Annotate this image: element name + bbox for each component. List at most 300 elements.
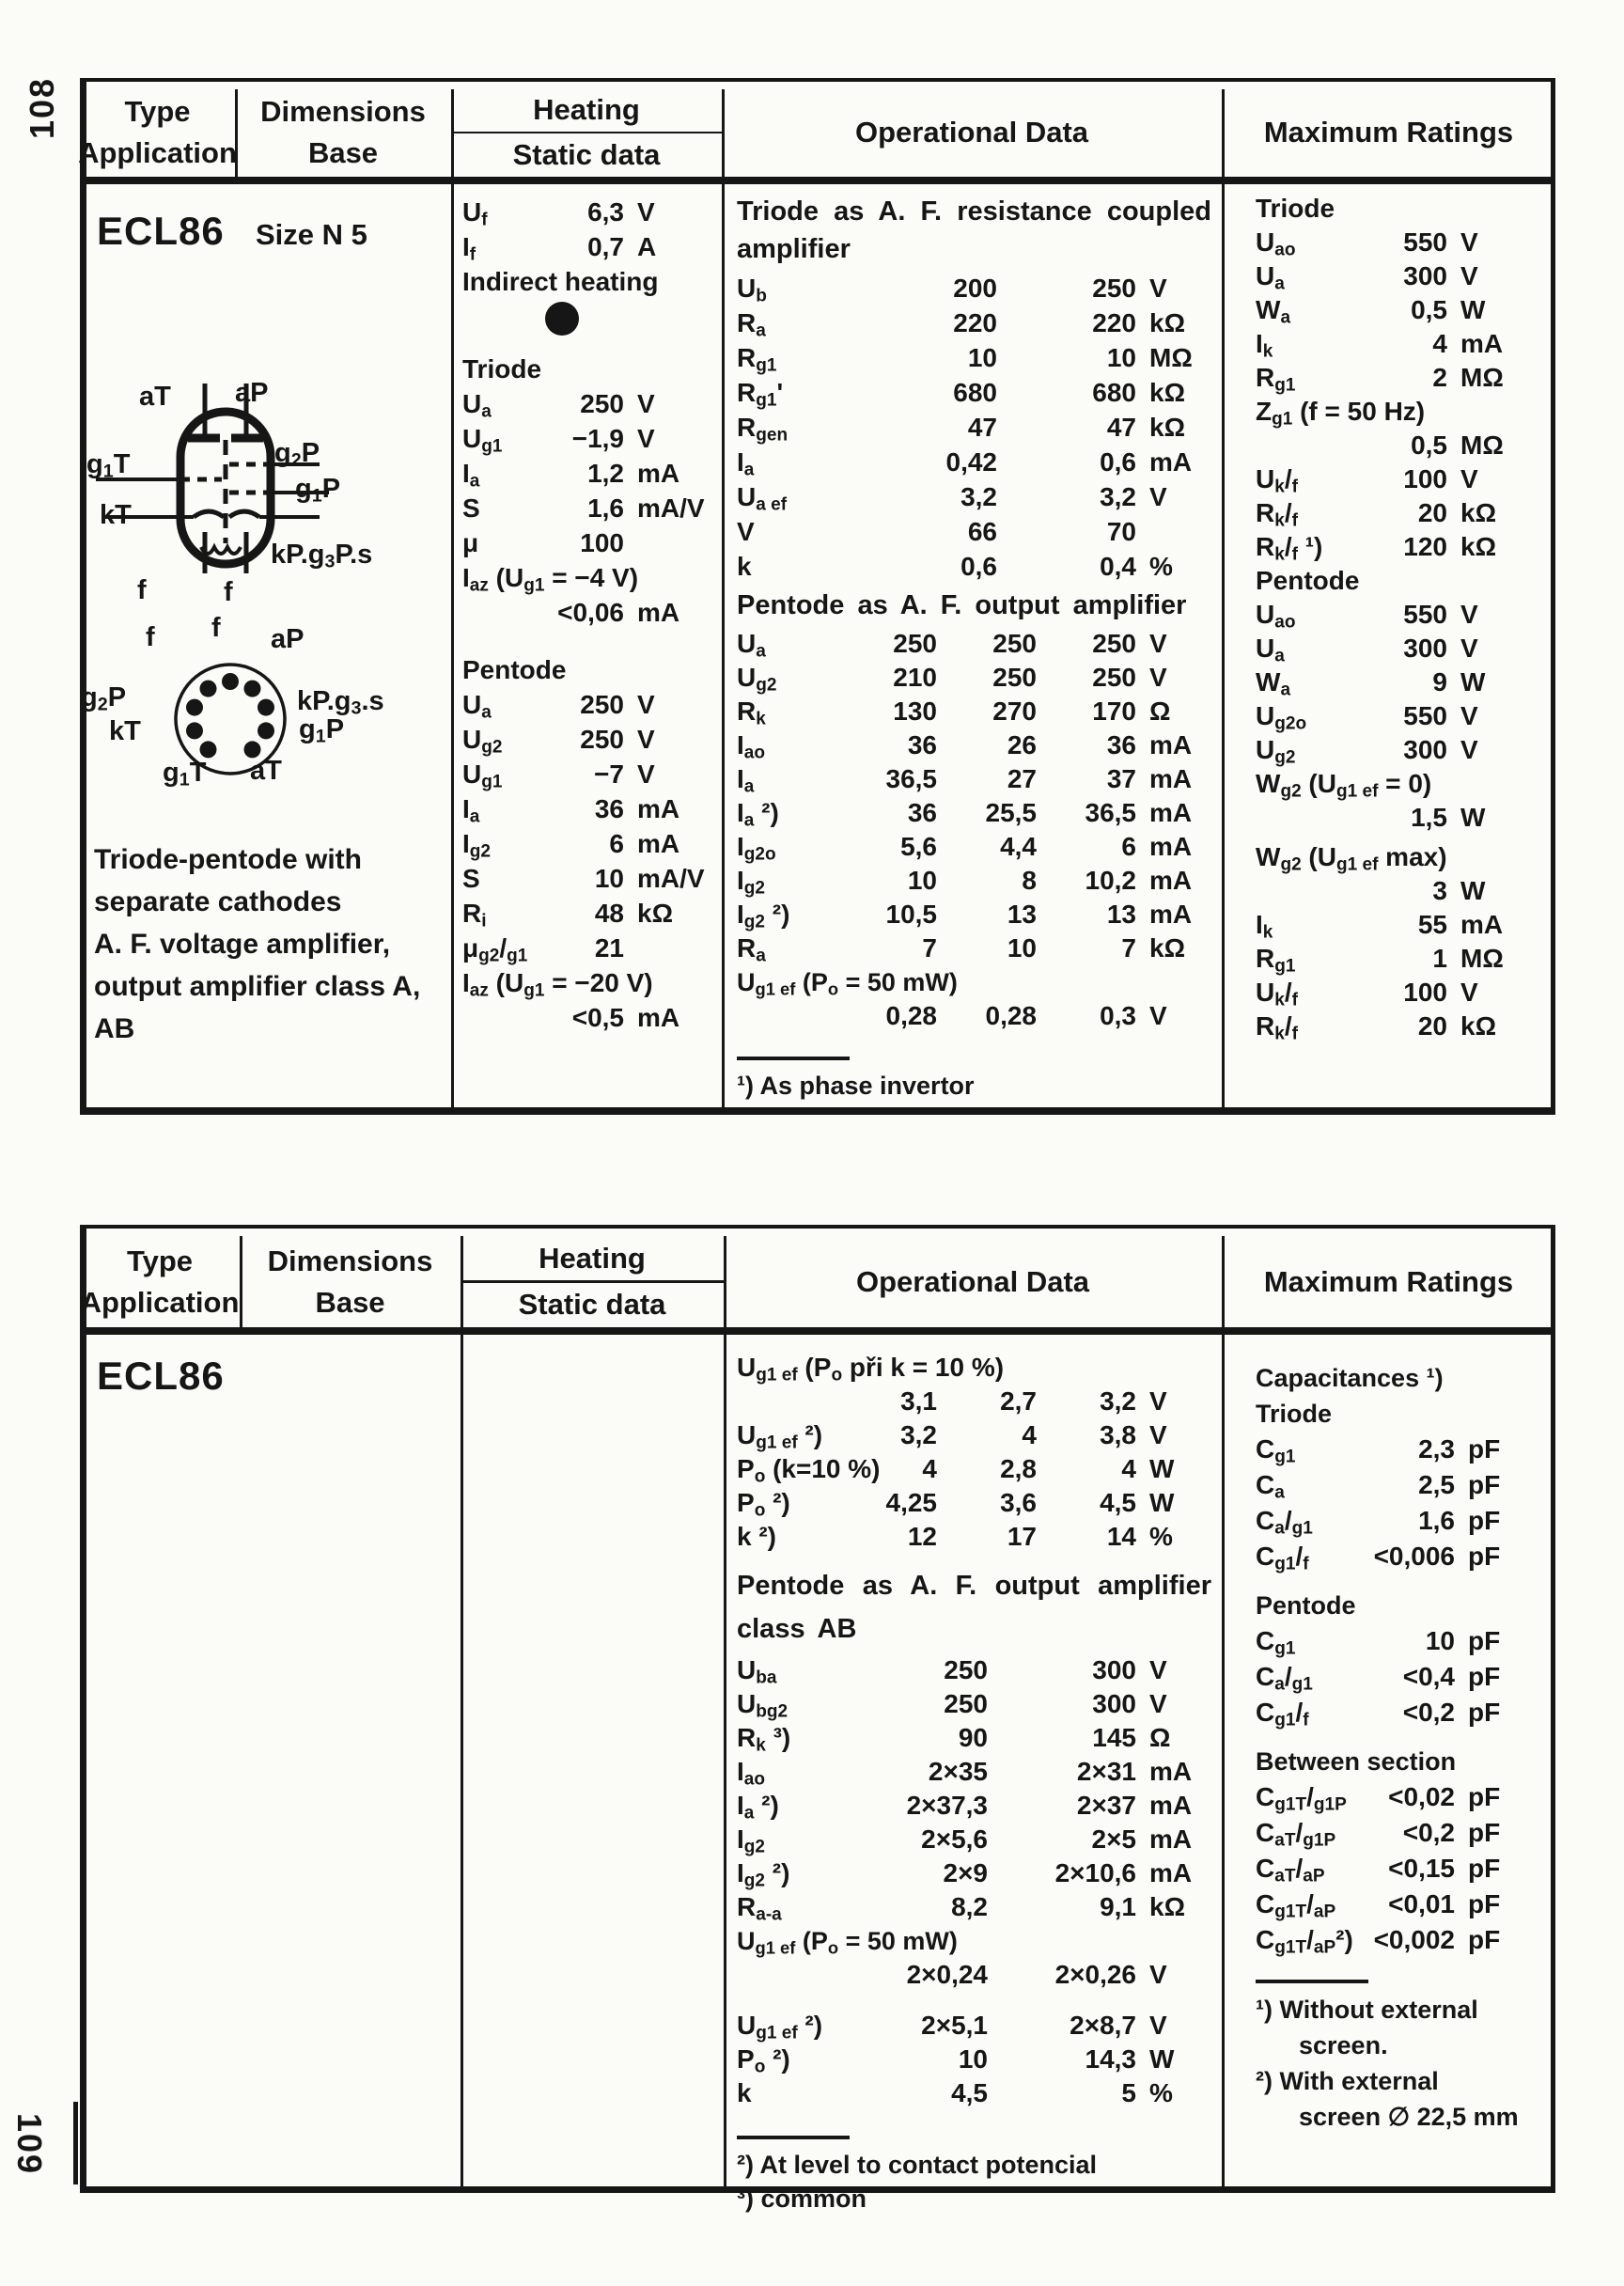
base-label-g1T: $g_1T$ bbox=[163, 758, 207, 791]
parameter-label: $R_k/_f$ ¹) bbox=[1256, 532, 1323, 565]
parameter-value: 2×5 bbox=[1091, 1824, 1136, 1854]
header-heating: Heating bbox=[539, 1242, 646, 1275]
parameter-value: 9,1 bbox=[1100, 1892, 1136, 1921]
parameter-unit: pF bbox=[1468, 1626, 1501, 1655]
parameter-row bbox=[737, 1790, 1211, 1824]
parameter-value: 10 bbox=[1425, 1626, 1455, 1655]
schematic-label-aP: aP bbox=[235, 378, 269, 408]
parameter-value: 300 bbox=[1403, 261, 1447, 290]
text-row: Capacitances ¹) bbox=[1256, 1364, 1444, 1392]
parameter-unit: V bbox=[1460, 978, 1478, 1007]
parameter-label: $I_k$ bbox=[1256, 329, 1273, 362]
parameter-unit: % bbox=[1149, 2078, 1173, 2107]
parameter-unit: mA bbox=[637, 598, 680, 627]
parameter-label: $R_{g1}$ bbox=[737, 343, 777, 376]
text-row: $I_{az}$ ($U_{g1} = -20$ V) bbox=[462, 968, 653, 1001]
parameter-row bbox=[737, 1688, 1211, 1722]
parameter-value: 21 bbox=[594, 933, 624, 963]
parameter-value: 36 bbox=[907, 798, 937, 827]
parameter-label: $I_a$ ²) bbox=[737, 1791, 779, 1824]
parameter-row bbox=[462, 1001, 716, 1036]
parameter-unit: V bbox=[1460, 464, 1478, 493]
parameter-unit: pF bbox=[1468, 1506, 1501, 1535]
parameter-value: 250 bbox=[1092, 274, 1136, 303]
parameter-row bbox=[1256, 802, 1543, 836]
t1-header-dimensions-base bbox=[235, 89, 451, 176]
parameter-value: 9 bbox=[1432, 667, 1447, 697]
parameter-row bbox=[737, 1959, 1211, 1993]
parameter-value: 10,5 bbox=[885, 900, 937, 929]
parameter-label: $U_a$ bbox=[1256, 261, 1285, 294]
parameter-row bbox=[462, 457, 716, 492]
parameter-unit: W bbox=[1460, 803, 1486, 832]
parameter-unit: V bbox=[1149, 1420, 1167, 1449]
parameter-unit: V bbox=[1149, 629, 1167, 658]
footnote-rule bbox=[737, 2136, 850, 2139]
parameter-unit: V bbox=[637, 759, 655, 789]
parameter-value: 300 bbox=[1403, 735, 1447, 764]
parameter-unit: pF bbox=[1468, 1818, 1501, 1847]
parameter-label: $U_{bg2}$ bbox=[737, 1689, 789, 1722]
parameter-value: −1,9 bbox=[571, 424, 624, 453]
parameter-row bbox=[737, 831, 1211, 865]
parameter-label: $R_i$ bbox=[462, 899, 487, 932]
parameter-unit: mA bbox=[1149, 1791, 1193, 1820]
parameter-unit: pF bbox=[1468, 1434, 1501, 1464]
parameter-row bbox=[1256, 1468, 1543, 1504]
schematic-label-kP-g3P-s: $kP.g_3P.s$ bbox=[271, 540, 373, 572]
parameter-unit: mA bbox=[1460, 910, 1504, 939]
parameter-label: $I_a$ bbox=[462, 459, 480, 492]
parameter-row bbox=[1256, 1923, 1543, 1959]
parameter-unit: % bbox=[1149, 552, 1173, 581]
parameter-row bbox=[737, 899, 1211, 932]
parameter-unit: W bbox=[1149, 1488, 1175, 1517]
parameter-label: μ bbox=[462, 528, 479, 557]
parameter-row bbox=[1256, 227, 1543, 260]
schematic-label-f2: f bbox=[224, 577, 233, 607]
parameter-value: 250 bbox=[944, 1655, 988, 1684]
parameter-row bbox=[462, 758, 716, 792]
parameter-label: $I_{g2o}$ bbox=[737, 832, 776, 865]
parameter-row bbox=[737, 1521, 1211, 1555]
parameter-row bbox=[737, 1857, 1211, 1891]
t2-header-maximum bbox=[1222, 1236, 1555, 1327]
parameter-value: 680 bbox=[1092, 378, 1136, 407]
parameter-value: 250 bbox=[992, 629, 1037, 658]
text-row: $U_{g1 ef}$ ($P_o$ při k = 10 %) bbox=[737, 1353, 1005, 1386]
divider bbox=[461, 1280, 724, 1283]
parameter-row bbox=[462, 230, 716, 265]
parameter-unit: mA bbox=[1460, 329, 1504, 358]
parameter-unit: V bbox=[1460, 227, 1478, 257]
parameter-label: $U_{ao}$ bbox=[1256, 600, 1296, 633]
parameter-value: 2×5,1 bbox=[921, 2011, 988, 2040]
parameter-label: $U_k/_f$ bbox=[1256, 978, 1298, 1010]
parameter-label: $U_{g1 ef}$ ²) bbox=[737, 1420, 823, 1453]
header-operational-data: Operational Data bbox=[855, 1264, 1090, 1298]
parameter-value: 25,5 bbox=[985, 798, 1037, 827]
parameter-unit: mA bbox=[1149, 866, 1193, 895]
parameter-row bbox=[1256, 1660, 1543, 1696]
parameter-value: 6 bbox=[1121, 832, 1136, 861]
parameter-label: $W_a$ bbox=[1256, 295, 1291, 328]
parameter-label: $I_{ao}$ bbox=[737, 730, 765, 763]
parameter-value: 10,2 bbox=[1085, 866, 1136, 895]
parameter-value: <0,01 bbox=[1388, 1889, 1455, 1918]
parameter-label: $P_o$ ²) bbox=[737, 2044, 790, 2077]
parameter-row bbox=[1256, 362, 1543, 396]
text-row: Indirect heating bbox=[462, 267, 659, 296]
parameter-value: <0,002 bbox=[1373, 1925, 1455, 1954]
parameter-value: <0,06 bbox=[557, 598, 624, 627]
parameter-row bbox=[462, 387, 716, 422]
parameter-row bbox=[1256, 1887, 1543, 1923]
parameter-value: 0,7 bbox=[587, 232, 624, 261]
parameter-value: 10 bbox=[1007, 933, 1037, 963]
parameter-row bbox=[1256, 700, 1543, 734]
parameter-label: $I_{g2}$ bbox=[462, 829, 491, 862]
parameter-unit: mA bbox=[1149, 798, 1193, 827]
parameter-value: 2×0,24 bbox=[906, 1960, 988, 1989]
parameter-label: $U_f$ bbox=[462, 197, 488, 230]
parameter-value: 550 bbox=[1403, 227, 1447, 257]
parameter-value: 10 bbox=[958, 2044, 988, 2074]
parameter-value: 2×9 bbox=[943, 1858, 988, 1887]
parameter-value: 47 bbox=[1106, 413, 1136, 442]
parameter-value: 3,2 bbox=[1100, 1386, 1136, 1416]
parameter-label: $U_a$ bbox=[1256, 634, 1285, 666]
parameter-unit: pF bbox=[1468, 1925, 1501, 1954]
parameter-row bbox=[737, 341, 1211, 376]
spacer bbox=[737, 1034, 1211, 1051]
parameter-label: $R_{g1}$ bbox=[1256, 944, 1296, 977]
footnote-rule bbox=[737, 1057, 850, 1060]
parameter-unit: W bbox=[1460, 667, 1486, 697]
parameter-label: $U_{g1 ef}$ ²) bbox=[737, 2011, 823, 2043]
t2-header-type-application bbox=[80, 1236, 240, 1327]
header-dimensions: Dimensions bbox=[260, 95, 426, 128]
parameter-row bbox=[737, 550, 1211, 585]
parameter-row bbox=[1256, 977, 1543, 1010]
parameter-value: 3,2 bbox=[1100, 482, 1136, 511]
parameter-value: 0,3 bbox=[1100, 1001, 1136, 1030]
parameter-label: $P_o$ (k=10 %) bbox=[737, 1454, 881, 1487]
parameter-row bbox=[1256, 666, 1543, 700]
text-row: ¹) As phase invertor bbox=[737, 1072, 975, 1100]
parameter-unit: W bbox=[1149, 2044, 1175, 2074]
parameter-label: k bbox=[737, 552, 752, 581]
base-label-g2P: $g_2P$ bbox=[81, 682, 127, 715]
parameter-value: 130 bbox=[893, 697, 937, 726]
parameter-label: $U_{g1}$ bbox=[462, 424, 503, 457]
text-row: ¹) Without external bbox=[1256, 1996, 1478, 2024]
parameter-value: 2,7 bbox=[1000, 1386, 1037, 1416]
header-type: Type bbox=[126, 1244, 194, 1277]
parameter-value: 90 bbox=[958, 1723, 988, 1752]
parameter-value: 250 bbox=[893, 629, 937, 658]
parameter-value: 3 bbox=[1432, 876, 1447, 905]
schematic-label-kT: kT bbox=[100, 500, 132, 530]
t1-header-type-application bbox=[80, 89, 235, 176]
parameter-row bbox=[1256, 599, 1543, 633]
parameter-row bbox=[737, 1487, 1211, 1521]
base-label-g1P: $g_1P$ bbox=[299, 714, 345, 747]
parameter-row bbox=[737, 729, 1211, 763]
parameter-row bbox=[462, 196, 716, 230]
parameter-value: 2×0,26 bbox=[1054, 1960, 1136, 1989]
parameter-label: $U_b$ bbox=[737, 274, 767, 306]
parameter-value: 66 bbox=[967, 517, 997, 546]
parameter-row bbox=[737, 1824, 1211, 1857]
parameter-label: $I_{g2}$ bbox=[737, 866, 765, 899]
parameter-value: 0,28 bbox=[985, 1001, 1037, 1030]
parameter-value: 14 bbox=[1106, 1522, 1136, 1551]
parameter-label: $\mu_{g2}/_{g1}$ bbox=[462, 933, 528, 966]
parameter-value: 4 bbox=[1432, 329, 1447, 358]
parameter-row bbox=[737, 306, 1211, 341]
parameter-value: 2×5,6 bbox=[921, 1824, 988, 1854]
parameter-unit: V bbox=[1460, 261, 1478, 290]
parameter-label: S bbox=[462, 493, 480, 523]
page-number-bottom: 109 bbox=[10, 2113, 49, 2176]
parameter-unit: kΩ bbox=[1149, 933, 1186, 963]
parameter-row bbox=[1256, 943, 1543, 977]
parameter-unit: MΩ bbox=[1149, 343, 1193, 372]
parameter-value: 200 bbox=[953, 274, 997, 303]
parameter-unit: V bbox=[637, 389, 655, 418]
parameter-value: 3,2 bbox=[960, 482, 997, 511]
parameter-unit: Ω bbox=[1149, 1723, 1171, 1752]
parameter-row bbox=[462, 723, 716, 758]
parameter-row bbox=[462, 792, 716, 827]
parameter-value: 7 bbox=[922, 933, 937, 963]
parameter-value: 27 bbox=[1007, 764, 1037, 793]
base-label-kT: kT bbox=[109, 716, 141, 746]
parameter-value: 210 bbox=[893, 663, 937, 692]
text-row: $W_{g2}$ $(U_{g1 ef} = 0)$ bbox=[1256, 769, 1432, 802]
parameter-value: 8,2 bbox=[951, 1892, 988, 1921]
text-row: Pentode bbox=[1256, 1591, 1356, 1620]
parameter-row bbox=[737, 2043, 1211, 2077]
parameter-label: $R_k/_f$ bbox=[1256, 498, 1298, 531]
parameter-label: $R_a$ bbox=[737, 933, 766, 966]
parameter-label: $U_{g1}$ bbox=[462, 759, 503, 792]
parameter-row bbox=[737, 932, 1211, 966]
header-heating: Heating bbox=[533, 93, 640, 126]
parameter-unit: V bbox=[1460, 600, 1478, 629]
parameter-row bbox=[737, 1756, 1211, 1790]
text-row: output amplifier class A, bbox=[94, 971, 421, 1002]
parameter-value: 4 bbox=[1121, 1454, 1136, 1483]
parameter-value: 7 bbox=[1121, 933, 1136, 963]
parameter-row bbox=[1256, 1780, 1543, 1816]
parameter-label: $C_{g1}$ bbox=[1256, 1626, 1296, 1659]
parameter-unit: V bbox=[1149, 1960, 1167, 1989]
parameter-label: V bbox=[737, 517, 755, 546]
text-row: $U_{g1 ef}$ ($P_o = 50$ mW) bbox=[737, 1927, 958, 1958]
parameter-row bbox=[1256, 463, 1543, 497]
parameter-unit: mA bbox=[1149, 1757, 1193, 1786]
parameter-label: $C_{g1T}/_{g1P}$ bbox=[1256, 1782, 1347, 1815]
parameter-row bbox=[737, 515, 1211, 550]
parameter-value: 2 bbox=[1432, 363, 1447, 392]
t1-op-pentode-rows bbox=[737, 628, 1211, 1104]
spacer bbox=[737, 2111, 1211, 2130]
parameter-unit: kΩ bbox=[1460, 1011, 1497, 1041]
parameter-value: 37 bbox=[1106, 764, 1136, 793]
parameter-value: 1 bbox=[1432, 944, 1447, 973]
parameter-unit: V bbox=[1149, 274, 1167, 303]
parameter-unit: kΩ bbox=[1149, 308, 1186, 337]
parameter-value: 70 bbox=[1106, 517, 1136, 546]
t2-header-operational bbox=[724, 1236, 1222, 1327]
parameter-value: 250 bbox=[580, 389, 624, 418]
t2-op-section-b-rows bbox=[737, 1654, 1211, 2216]
text-row: Pentode bbox=[462, 655, 567, 684]
parameter-value: 680 bbox=[953, 378, 997, 407]
parameter-value: 220 bbox=[953, 308, 997, 337]
parameter-unit: pF bbox=[1468, 1470, 1501, 1499]
header-base: Base bbox=[315, 1285, 385, 1319]
parameter-label: $C_a/_{g1}$ bbox=[1256, 1506, 1313, 1539]
t2-maximum-column bbox=[1256, 1361, 1543, 2136]
parameter-unit: mA/V bbox=[637, 864, 705, 893]
parameter-label: $U_k/_f$ bbox=[1256, 464, 1298, 497]
parameter-value: 10 bbox=[967, 343, 997, 372]
parameter-value: 2,5 bbox=[1418, 1470, 1455, 1499]
parameter-unit: W bbox=[1149, 1454, 1175, 1483]
dot-icon bbox=[545, 302, 579, 336]
parameter-row bbox=[462, 932, 716, 966]
parameter-label: $U_{g2}$ bbox=[1256, 735, 1296, 768]
parameter-row bbox=[1256, 1504, 1543, 1540]
parameter-row bbox=[462, 422, 716, 457]
parameter-value: 0,5 bbox=[1411, 431, 1447, 460]
tube-type-name: ECL86 bbox=[97, 1354, 225, 1398]
parameter-value: 3,2 bbox=[900, 1420, 937, 1449]
parameter-unit: V bbox=[1149, 2011, 1167, 2040]
parameter-unit: W bbox=[1460, 876, 1486, 905]
parameter-row bbox=[737, 376, 1211, 411]
parameter-value: 100 bbox=[1403, 464, 1447, 493]
parameter-value: 5 bbox=[1121, 2078, 1136, 2107]
t1-operational-column bbox=[737, 193, 1211, 1104]
parameter-row bbox=[1256, 734, 1543, 768]
parameter-unit: pF bbox=[1468, 1698, 1501, 1727]
parameter-label: $R_{g1}'$ bbox=[737, 378, 784, 411]
parameter-row bbox=[1256, 1816, 1543, 1852]
parameter-row bbox=[1256, 1852, 1543, 1887]
t1-heating-static-column bbox=[462, 196, 716, 1036]
parameter-unit: mA bbox=[637, 829, 680, 858]
parameter-value: 4 bbox=[1022, 1420, 1037, 1449]
parameter-row bbox=[737, 696, 1211, 729]
parameter-unit: MΩ bbox=[1460, 363, 1504, 392]
parameter-label: $R_k$ ³) bbox=[737, 1723, 791, 1756]
parameter-unit: kΩ bbox=[637, 899, 674, 928]
parameter-row bbox=[1256, 1624, 1543, 1660]
header-operational-data: Operational Data bbox=[854, 116, 1089, 149]
parameter-value: 3,1 bbox=[900, 1386, 937, 1416]
parameter-label: $C_a$ bbox=[1256, 1470, 1285, 1503]
parameter-unit: kΩ bbox=[1460, 532, 1497, 561]
t1-header-maximum bbox=[1222, 89, 1555, 176]
header-type: Type bbox=[124, 95, 191, 128]
parameter-row bbox=[1256, 260, 1543, 294]
spacer bbox=[462, 337, 716, 352]
page-number-top: 108 bbox=[23, 76, 61, 139]
parameter-row bbox=[1256, 294, 1543, 328]
parameter-label: $C_{g1}$ bbox=[1256, 1434, 1296, 1467]
parameter-row bbox=[737, 1891, 1211, 1925]
parameter-value: 2,8 bbox=[1000, 1454, 1037, 1483]
parameter-value: 36 bbox=[594, 794, 624, 823]
parameter-unit: mA bbox=[1149, 832, 1193, 861]
text-row: Triode-pentode with bbox=[94, 844, 362, 875]
spacer bbox=[462, 631, 716, 653]
text-row: Triode bbox=[1256, 194, 1335, 223]
schematic-label-g1T: $g_1T$ bbox=[86, 449, 131, 482]
parameter-value: 55 bbox=[1417, 910, 1447, 939]
t1-header-heating-static bbox=[451, 89, 722, 176]
schematic-label-g1P: $g_1P$ bbox=[295, 474, 341, 507]
parameter-value: 1,6 bbox=[1418, 1506, 1455, 1535]
parameter-label: $C_{g1T}/_{aP}$ bbox=[1256, 1889, 1336, 1922]
t1-header-operational bbox=[722, 89, 1222, 176]
parameter-value: 4,5 bbox=[1100, 1488, 1136, 1517]
parameter-unit: mA bbox=[637, 1003, 680, 1032]
parameter-unit: mA bbox=[1149, 1824, 1193, 1854]
parameter-value: 14,3 bbox=[1085, 2044, 1136, 2074]
parameter-value: 26 bbox=[1007, 730, 1037, 759]
parameter-value: 0,6 bbox=[960, 552, 997, 581]
parameter-label: $W_a$ bbox=[1256, 667, 1291, 700]
parameter-row bbox=[1256, 909, 1543, 943]
parameter-value: 12 bbox=[907, 1522, 937, 1551]
parameter-value: 300 bbox=[1403, 634, 1447, 663]
parameter-value: 13 bbox=[1106, 900, 1136, 929]
parameter-label: $U_a$ bbox=[462, 389, 492, 422]
parameter-unit: V bbox=[1149, 482, 1167, 511]
parameter-row bbox=[737, 480, 1211, 515]
header-dimensions: Dimensions bbox=[267, 1244, 433, 1277]
parameter-label: $I_{g2}$ bbox=[737, 1824, 765, 1857]
parameter-value: 550 bbox=[1403, 701, 1447, 730]
parameter-label: $C_{g1T}/_{aP}^2$) bbox=[1256, 1925, 1353, 1958]
tube-type-name: ECL86 bbox=[97, 209, 225, 253]
parameter-value: 10 bbox=[907, 866, 937, 895]
parameter-unit: V bbox=[1460, 634, 1478, 663]
parameter-value: <0,2 bbox=[1402, 1698, 1455, 1727]
text-row: Pentode bbox=[1256, 566, 1360, 595]
text-row: Triode bbox=[1256, 1400, 1333, 1428]
parameter-row bbox=[1256, 497, 1543, 531]
parameter-value: 300 bbox=[1092, 1689, 1136, 1718]
parameter-value: 220 bbox=[1092, 308, 1136, 337]
parameter-value: 10 bbox=[1106, 343, 1136, 372]
parameter-row bbox=[737, 446, 1211, 480]
text-row: $I_{az}$ ($U_{g1} = -4$ V) bbox=[462, 563, 639, 596]
schematic-label-aT: aT bbox=[139, 382, 171, 412]
parameter-unit: V bbox=[1149, 663, 1167, 692]
parameter-value: 300 bbox=[1092, 1655, 1136, 1684]
parameter-label: $C_a/_{g1}$ bbox=[1256, 1662, 1313, 1695]
parameter-row bbox=[737, 662, 1211, 696]
text-row: Between section bbox=[1256, 1747, 1457, 1776]
parameter-value: 4,4 bbox=[1000, 832, 1037, 861]
parameter-value: 0,6 bbox=[1100, 447, 1136, 477]
